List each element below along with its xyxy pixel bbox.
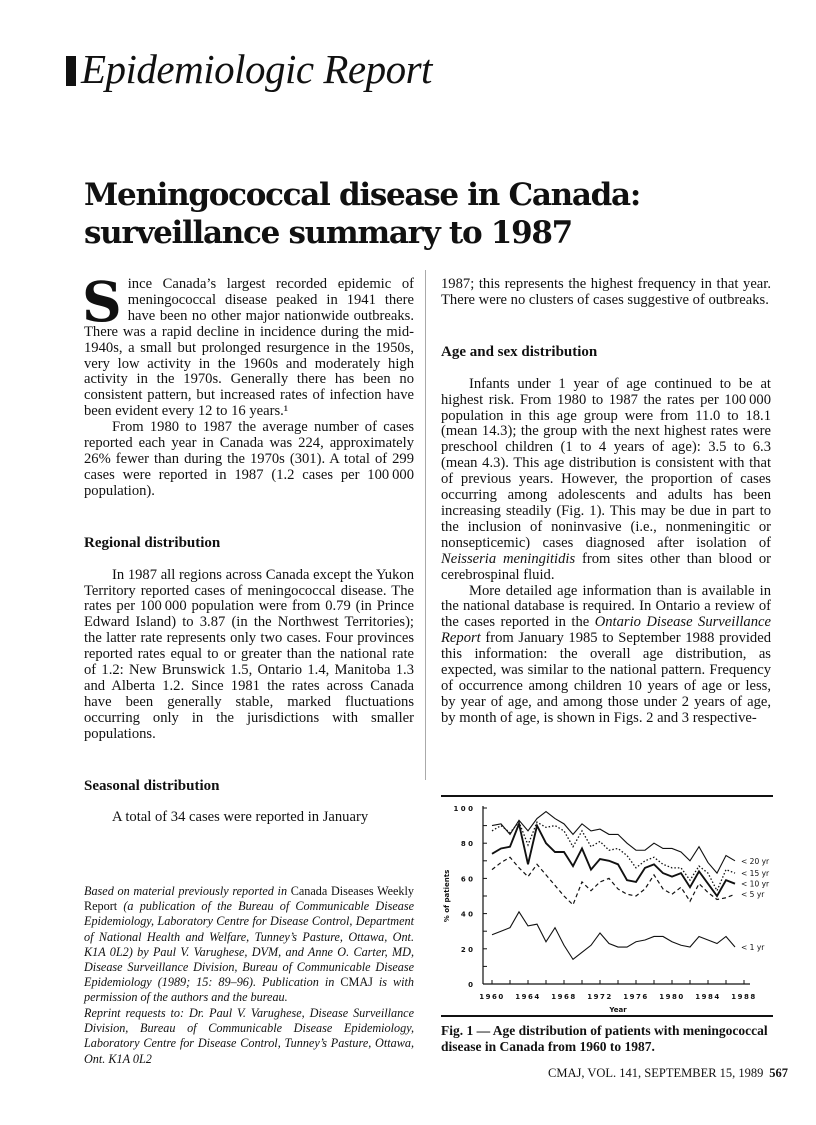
footnote-text: is with permission of the authors and the bureau. [84,975,414,1005]
series-line-15yryr [492,822,735,891]
x-tick-label: 1964 [515,993,541,1001]
series-label: < 5 yr [741,890,765,900]
page-footer [548,1066,788,1081]
article-title [84,176,644,252]
text: from January 1985 to September 1988 provided this information: the overall age distribution, as expected, was similar to the national pattern. Frequency of occurrence among children 10 years of age or less, by year of age, and among those under 2 years of age, by month of age, is shown in Figs. 2 and 3 respective- [441,630,771,726]
footnote-reprint: Reprint requests to: Dr. Paul V. Varughese, Disease Surveillance Division, Bureau of Communicable Disease Epidemiology, Laboratory Centre for Disease Control, Tunney’s Pasture, Ottawa, Ont. K1A 0L2 [84,1006,414,1066]
heading-seasonal: Seasonal distribution [84,777,220,794]
figure-1-chart [441,797,773,1015]
y-tick-label: 0 [468,981,473,989]
report-name: Ontario Disease Surveillance Report [441,614,771,647]
dropcap: S [82,269,122,334]
x-tick-label: 1972 [587,993,613,1001]
x-tick-label: 1980 [659,993,685,1001]
page-number: 567 [769,1066,788,1080]
column-divider [425,270,426,780]
intro-paragraph [82,269,414,420]
text: Infants under 1 year of age continued to be at highest risk. From 1980 to 1987 the rates per 100 000 population in this age group were from 11.0 to 18.1 (mean 14.3); the group with the next highest rates were preschool children (1 to 4 years of age): 3.5 to 6.3 (mean 4.3). This age distribution is consistent with that of previous years. However, the proportion of cases occurring among adolescents and adults has been increasing steadily (Fig. 1). This may be due in part to the inclusion of noninvasive (i.e., nonmeningitic or nonsepticemic) cases diagnosed after isolation of [441,375,771,551]
age-sex-paragraph-1 [441,377,771,584]
series-label: < 20 yr [741,856,770,866]
text: More detailed age information than is available in the national database is required. In Ontario a review of the cases reported in the [441,582,771,631]
series-label: < 15 yr [741,869,770,879]
x-tick-label: 1976 [623,993,649,1001]
x-tick-label: 1988 [731,993,757,1001]
seasonal-paragraph-start: A total of 34 cases were reported in January [112,809,369,826]
article-title-line1: Meningococcal disease in Canada: [84,177,640,213]
series-label: < 1 yr [741,943,765,953]
age-sex-paragraph-2 [441,584,771,727]
heading-age-sex: Age and sex distribution [441,343,598,360]
intro-paragraph-2: From 1980 to 1987 the average number of cases reported each year in Canada was 224, approximately 26% fewer than during the 1970s (301). A total of 299 cases were reported in 1987 (1.2 cases per 100 000 population). [84,419,414,499]
species-name: Neisseria meningitidis [441,550,576,567]
y-tick-label: 8 0 [460,840,473,849]
x-tick-label: 1960 [479,993,505,1001]
article-title-line2: surveillance summary to 1987 [84,215,572,251]
right-column [441,277,771,727]
intro-text: ince Canada’s largest recorded epidemic of meningococcal disease peaked in 1941 there have been no other major nationwide outbreaks. There was a rapid decline in incidence during the mid-1940s, a small but prolonged resurgence in the 1950s, very low activity in the 1960s and moderately high activity in the 1970s. Generally there has been no consistent pattern, but increased rates of infection have been evident every 12 to 16 years.¹ [84,276,414,420]
x-axis-label: Year [609,1006,627,1014]
figure-caption: Fig. 1 — Age distribution of patients with meningococcal disease in Canada from 1960 to 1987. [441,1023,768,1054]
y-tick-label: 4 0 [460,910,473,919]
series-line-1yryr [492,912,735,960]
x-tick-label: 1984 [695,993,721,1001]
section-label-text: Epidemiologic Report [81,46,432,92]
footnote-text: Based on material previously reported in [84,884,291,898]
y-axis-label: % of patients [443,869,451,923]
figure-bottom-rule [441,1015,773,1017]
y-tick-label: 1 0 0 [453,805,473,813]
section-bar-decoration [66,56,76,86]
text: from sites other than blood or cerebrospinal fluid. [441,550,771,583]
footnote-text: (a publication of the Bureau of Communicable Disease Epidemiology, Laboratory Centre for Disease Control, Department of National Health and Welfare, Tunney’s Pasture, Ottawa, Ont. K1A 0L2) by Paul V. Varughese, DVM, and Anne O. Carter, MD, Disease Surveillance Division, Bureau of Communicable Disease Epidemiology (1989; 15: 89–96). Publication in [84,899,414,990]
footnote-publication-name: Canada Diseases Weekly Report [84,884,415,914]
y-tick-label: 6 0 [460,875,473,884]
heading-regional: Regional distribution [84,534,221,551]
footnote-source [84,884,414,1006]
journal-citation: CMAJ, VOL. 141, SEPTEMBER 15, 1989 [548,1066,764,1080]
footnote-journal-name: CMAJ [340,975,373,990]
series-label: < 10 yr [741,879,770,889]
seasonal-paragraph-cont: 1987; this represents the highest frequency in that year. There were no clusters of cases suggestive of outbreaks. [441,276,771,308]
x-tick-label: 1968 [551,993,577,1001]
section-label [66,44,432,94]
regional-paragraph: In 1987 all regions across Canada except the Yukon Territory reported cases of meningococcal disease. The rates per 100 000 population were from 0.79 (in Prince Edward Island) to 3.87 (in the Northwest Territories); the latter rate represents only two cases. Four provinces reported rates equal to or greater than the national rate of 1.2: New Brunswick 1.5, Ontario 1.4, Manitoba 1.3 and Alberta 1.2. Since 1981 the rates across Canada have been generally stable, marked fluctuations occurring only in the jurisdictions with smaller populations. [84,566,414,742]
left-column [82,269,414,826]
y-tick-label: 2 0 [460,945,473,954]
